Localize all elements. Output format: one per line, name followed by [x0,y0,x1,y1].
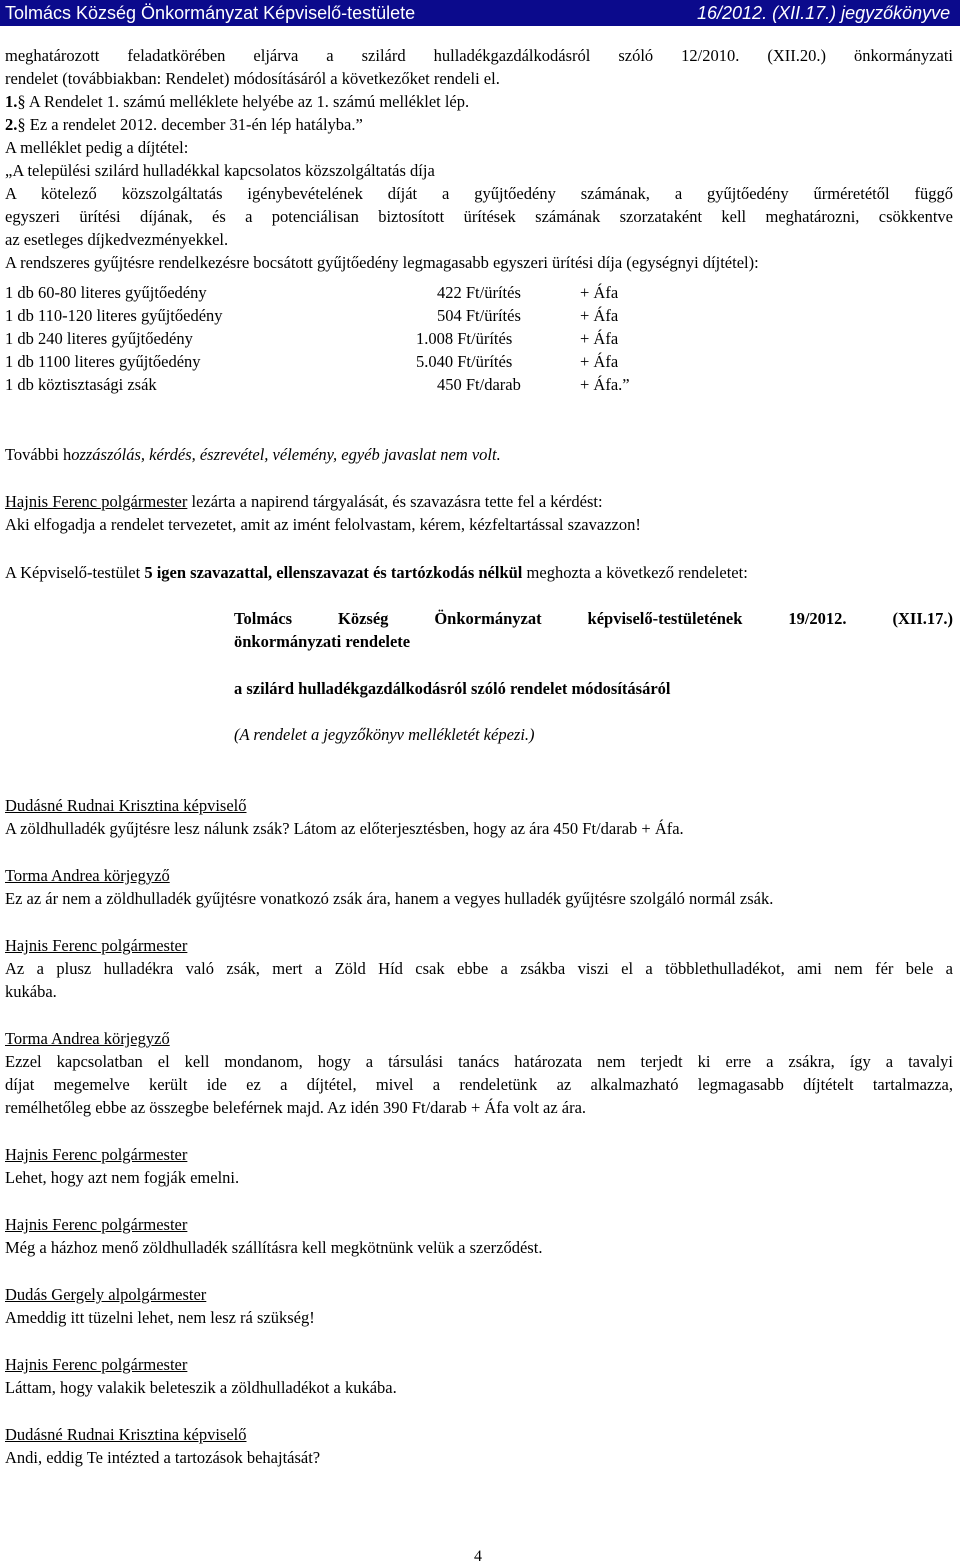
vote-call-text: lezárta a napirend tárgyalását, és szavazásra tette fel a kérdést: [187,492,603,511]
intro-line-9: az esetleges díjkedvezményekkel. [5,230,229,249]
fee-price: 422 Ft/ürítés [437,283,521,302]
speech-line: Az a plusz hulladékra való zsák, mert a Zöld Híd csak ebbe a zsákba viszi el a többlethulladékot, ami nem fér bele a [5,959,953,978]
item-number: 2. [5,115,18,134]
intro-item-1 [5,92,469,112]
fee-vat: + Áfa [580,306,619,325]
intro-line-2: rendelet (továbbiakban: Rendelet) módosításáról a következőket rendeli el. [5,69,500,88]
fee-item: 1 db 60-80 literes gyűjtőedény [5,283,207,302]
decree-subject: a szilárd hulladékgazdálkodásról szóló rendelet módosításáról [234,679,671,698]
fee-item: 1 db 1100 literes gyűjtőedény [5,352,201,371]
item-text: A Rendelet 1. számú melléklete helyébe az 1. számú melléklet lép. [25,92,470,111]
speech-line: Ameddig itt tüzelni lehet, nem lesz rá szükség! [5,1308,315,1327]
speaker-name: Dudásné Rudnai Krisztina képviselő [5,1425,247,1444]
intro-line-1: meghatározott feladatkörében eljárva a szilárd hulladékgazdálkodásról szóló 12/2010. (XII.20.) önkormányzati [5,46,953,65]
speech-line: Lehet, hogy azt nem fogják emelni. [5,1168,240,1187]
fee-vat: + Áfa [580,329,619,348]
intro-line-6: „A települési szilárd hulladékkal kapcsolatos közszolgáltatás díja [5,161,435,180]
speech-line: kukába. [5,982,57,1001]
result-pre: A Képviselő-testület [5,563,145,582]
vote-call-line-2: Aki elfogadja a rendelet tervezetet, amit az imént felolvastam, kérem, kézfeltartással szavazzon! [5,515,641,534]
item-text: Ez a rendelet 2012. december 31-én lép hatályba.” [25,115,363,134]
speaker-name: Hajnis Ferenc polgármester [5,1355,188,1374]
further-plain: További h [5,445,72,464]
result-votes: 5 igen szavazattal, ellenszavazat és tartózkodás nélkül [144,563,523,582]
speaker-name: Hajnis Ferenc polgármester [5,1215,188,1234]
fee-item: 1 db 240 literes gyűjtőedény [5,329,193,348]
fee-price: 1.008 Ft/ürítés [416,329,513,348]
no-further-comments [5,445,501,465]
vote-result [5,563,748,583]
item-number: 1. [5,92,18,111]
page-header [0,0,960,26]
intro-line-7: A kötelező közszolgáltatás igénybevételének díját a gyűjtőedény számának, a gyűjtőedény űrméretétől függő [5,184,953,203]
vote-call [5,492,603,512]
speech-line: Még a házhoz menő zöldhulladék szállításra kell megkötnünk velük a szerződést. [5,1238,543,1257]
speech-line: Andi, eddig Te intézted a tartozások behajtását? [5,1448,321,1467]
fee-item: 1 db 110-120 literes gyűjtőedény [5,306,223,325]
speaker-name: Hajnis Ferenc polgármester [5,492,188,511]
intro-line-10: A rendszeres gyűjtésre rendelkezésre bocsátott gyűjtőedény legmagasabb egyszeri ürítési díja (egységnyi díjtétel): [5,253,759,272]
intro-line-8: egyszeri ürítési díjának, és a potenciálisan biztosított ürítések számának szorzataként kell meghatározni, csökkentve [5,207,953,226]
page-number: 4 [474,1548,482,1565]
speaker-name: Dudásné Rudnai Krisztina képviselő [5,796,247,815]
header-title: Tolmács Község Önkormányzat Képviselő-testülete [5,3,416,23]
speaker-name: Hajnis Ferenc polgármester [5,1145,188,1164]
speech-line: Láttam, hogy valakik beleteszik a zöldhulladékot a kukába. [5,1378,397,1397]
decree-title-line-1: Tolmács Község Önkormányzat képviselő-testületének 19/2012. (XII.17.) [234,609,953,628]
section-symbol: § [17,115,26,134]
speaker-name: Dudás Gergely alpolgármester [5,1285,207,1304]
speech-line: Ezzel kapcsolatban el kell mondanom, hogy a társulási tanács határozata nem terjedt ki erre a zsákra, így a tavalyi [5,1052,953,1071]
fee-price: 450 Ft/darab [437,375,521,394]
intro-item-2 [5,115,363,135]
decree-title-line-2: önkormányzati rendelete [234,632,411,651]
speaker-name: Torma Andrea körjegyző [5,1029,170,1048]
further-italic: ozzászólás, kérdés, észrevétel, vélemény, egyéb javaslat nem volt. [71,445,501,464]
fee-item: 1 db köztisztasági zsák [5,375,157,394]
header-minutes-id: 16/2012. (XII.17.) jegyzőkönyve [697,3,951,23]
speech-line: díjat megemelve került ide ez a díjtétel, mivel a rendeletünk az alkalmazható legmagasabb díjtételt tartalmazza, [5,1075,953,1094]
speech-line: A zöldhulladék gyűjtésre lesz nálunk zsák? Látom az előterjesztésben, hogy az ára 450 Ft/darab + Áfa. [5,819,684,838]
speaker-name: Hajnis Ferenc polgármester [5,936,188,955]
result-post: meghozta a következő rendeletet: [522,563,748,582]
decree-note: (A rendelet a jegyzőkönyv mellékletét képezi.) [234,725,535,744]
intro-line-5: A melléklet pedig a díjtétel: [5,138,189,157]
fee-price: 504 Ft/ürítés [437,306,521,325]
speech-line: Ez az ár nem a zöldhulladék gyűjtésre vonatkozó zsák ára, hanem a vegyes hulladék gyűjtésre szolgáló normál zsák. [5,889,774,908]
fee-vat: + Áfa [580,352,619,371]
speech-line: remélhetőleg ebbe az összegbe beleférnek majd. Az idén 390 Ft/darab + Áfa volt az ára. [5,1098,587,1117]
section-symbol: § [17,92,26,111]
fee-price: 5.040 Ft/ürítés [416,352,513,371]
speaker-name: Torma Andrea körjegyző [5,866,170,885]
fee-vat: + Áfa [580,283,619,302]
fee-vat: + Áfa.” [580,375,630,394]
